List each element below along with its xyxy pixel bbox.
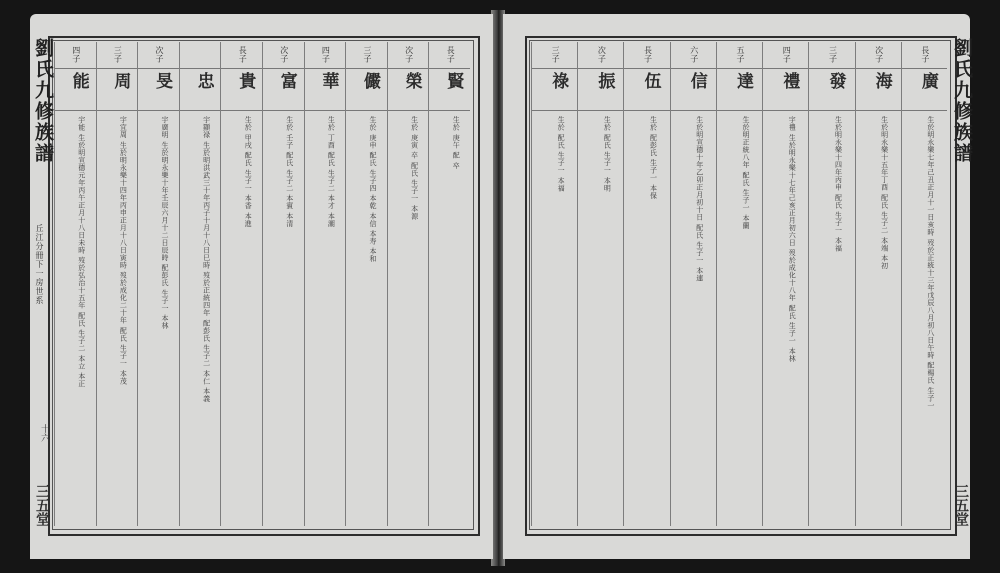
rank-label: 三子 (113, 46, 123, 63)
left-book-title: 劉氏九修族譜 (32, 38, 54, 164)
rank-label: 長子 (643, 46, 653, 63)
rank-label: 三子 (551, 46, 561, 63)
person-name: 賢 (443, 72, 464, 95)
genealogy-column (577, 42, 624, 526)
genealogy-column (345, 42, 388, 526)
biography-text: 宇能 生於明宣德元年丙午正月十八日未時 歿於弘治十五年 配氏 生子二 本立 本正 (77, 116, 86, 388)
rank-label: 四子 (71, 46, 81, 63)
rank-label: 五子 (735, 46, 745, 63)
person-name: 榮 (401, 72, 422, 95)
rank-label: 次子 (597, 46, 607, 63)
person-name: 發 (825, 72, 846, 95)
person-name: 祿 (548, 72, 569, 95)
genealogy-column (262, 42, 305, 526)
left-page (30, 14, 493, 559)
person-name: 富 (276, 72, 297, 95)
rank-label: 次子 (874, 46, 884, 63)
biography-text: 生於 庚申 配氏 生子四 本乾 本信 本寿 本和 (368, 116, 377, 263)
biography-text: 宇宜周 生於明永樂十四年丙申正月十八日寅時 歿於成化二十年 配氏 生子一 本茂 (119, 116, 128, 385)
person-name: 周 (110, 72, 131, 95)
left-volume-label: 丘江分冊下一房世系 (35, 224, 44, 305)
genealogy-column (716, 42, 763, 526)
person-name: 儼 (359, 72, 380, 95)
person-name: 信 (686, 72, 707, 95)
genealogy-column (531, 42, 578, 526)
genealogy-column (387, 42, 430, 526)
person-name: 旻 (151, 72, 172, 95)
person-name: 振 (594, 72, 615, 95)
genealogy-column (304, 42, 347, 526)
rank-label: 長子 (446, 46, 456, 63)
genealogy-column (808, 42, 855, 526)
genealogy-column (96, 42, 139, 526)
rank-label: 長子 (920, 46, 930, 63)
right-column-area (531, 42, 947, 526)
genealogy-column (54, 42, 97, 526)
rank-label: 六子 (689, 46, 699, 63)
biography-text: 生於 配氏 生子一 本福 (557, 116, 566, 192)
left-hall-name: 三五堂 (34, 484, 50, 526)
genealogy-column (179, 42, 222, 526)
biography-text: 生於 配氏 生子一 本明 (603, 116, 612, 192)
genealogy-column (901, 42, 948, 526)
rank-label: 三子 (828, 46, 838, 63)
genealogy-column (623, 42, 670, 526)
biography-text: 生於 丁酉 配氏 生子二 本才 本潮 (327, 116, 336, 228)
rank-label: 長子 (238, 46, 248, 63)
biography-text: 生於明永樂七年己丑正月十一日亥時 歿於正統十三年戊辰八月初八日午時 配楊氏 生子一 (926, 116, 935, 410)
rank-label: 次子 (279, 46, 289, 63)
genealogy-column (670, 42, 717, 526)
biography-text: 宇禮 生於明永樂十七年己亥正月初六日 歿於成化十八年 配氏 生子一 本林 (788, 116, 797, 363)
person-name: 海 (871, 72, 892, 95)
left-page-number: 十六 (39, 424, 49, 442)
rank-label: 三子 (362, 46, 372, 63)
genealogy-column (137, 42, 180, 526)
person-name: 忠 (193, 72, 214, 95)
person-name: 貴 (235, 72, 256, 95)
biography-text: 生於 庚寅 卒 配氏 生子一 本源 (410, 116, 419, 220)
genealogy-column (428, 42, 471, 526)
biography-text: 生於明永樂十四年丙申 配氏 生子一 本福 (834, 116, 843, 252)
biography-text: 宇廣明 生於明永樂十年壬辰六月十二日辰時 配彭氏 生子一 本林 (160, 116, 169, 330)
biography-text: 生於明正統八年 配氏 生子一 本蘭 (741, 116, 750, 230)
rank-label: 次子 (404, 46, 414, 63)
biography-text: 生於 庚午 配 卒 (452, 116, 461, 170)
genealogy-column (762, 42, 809, 526)
person-name: 禮 (779, 72, 800, 95)
person-name: 伍 (640, 72, 661, 95)
rank-label: 四子 (782, 46, 792, 63)
biography-text: 生於 壬子 配氏 生子二 本賓 本清 (285, 116, 294, 228)
left-column-area (54, 42, 470, 526)
genealogy-column (855, 42, 902, 526)
right-hall-name: 三五堂 (953, 484, 969, 526)
right-book-title: 劉氏九修族譜 (951, 38, 973, 164)
rank-label: 次子 (154, 46, 164, 63)
rank-label: 四子 (321, 46, 331, 63)
person-name: 廣 (917, 72, 938, 95)
person-name: 達 (732, 72, 753, 95)
right-page (503, 14, 973, 559)
person-name: 華 (318, 72, 339, 95)
genealogy-column (220, 42, 263, 526)
biography-text: 生於明宣德十年乙卯正月初十日 配氏 生子一 本連 (695, 116, 704, 282)
biography-text: 生於 甲戌 配氏 生子一 本香 本進 (244, 116, 253, 228)
person-name: 能 (68, 72, 89, 95)
biography-text: 生於明永樂十五年丁酉 配氏 生子二 本端 本初 (880, 116, 889, 270)
biography-text: 宇顯禄 生於明洪武三十年丙子十月十八日巳時 歿於正統四年 配彭氏 生子二 本仁 本義 (202, 116, 211, 403)
biography-text: 生於 配彭氏 生子一 本保 (649, 116, 658, 200)
